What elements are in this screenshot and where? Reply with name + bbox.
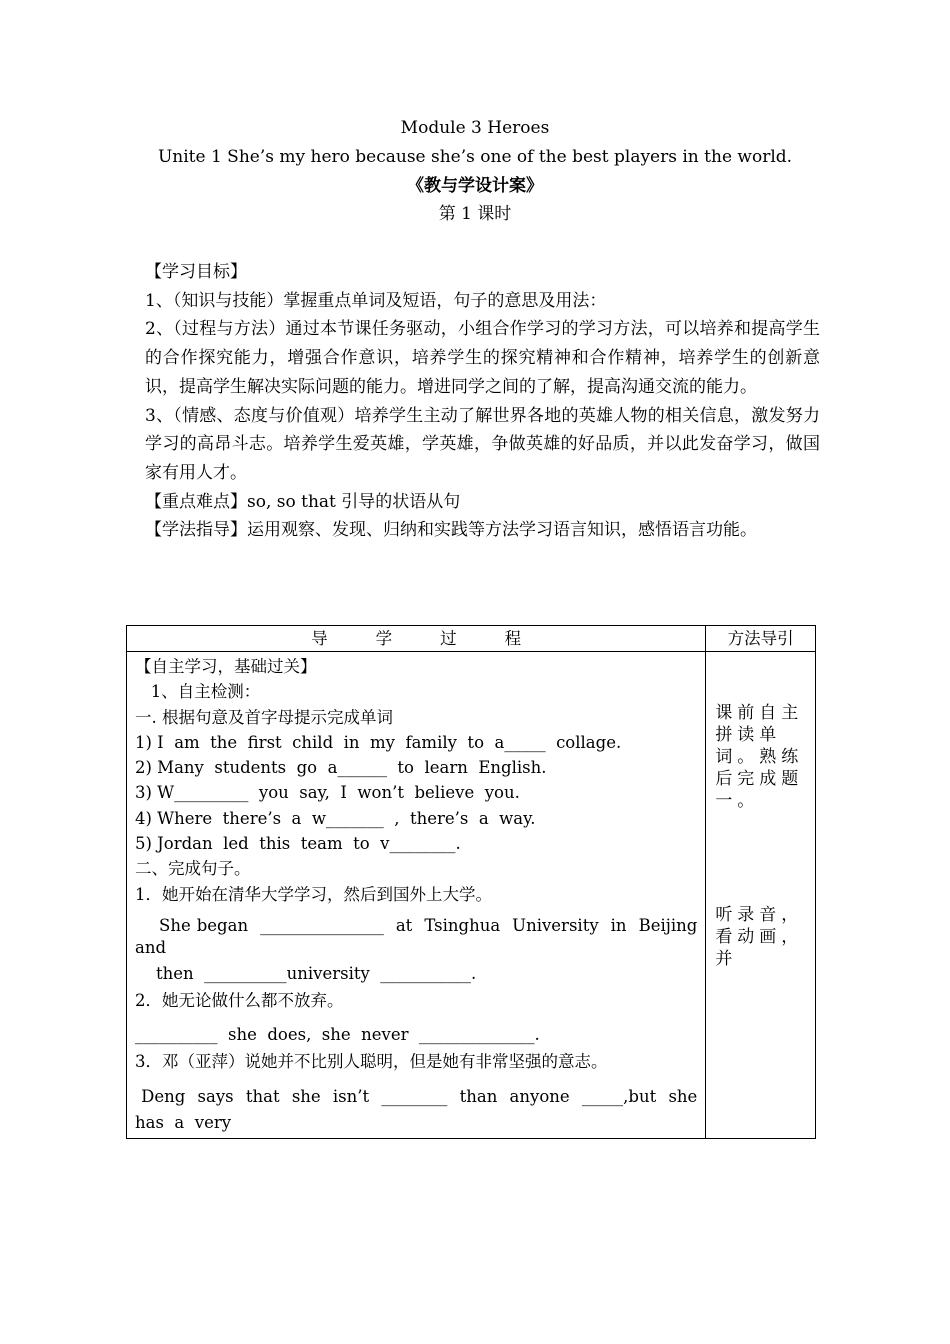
self-check-label: 1、自主检测： (135, 682, 261, 702)
objective-item: 1、（知识与技能）掌握重点单词及短语，句子的意思及用法： (145, 290, 607, 311)
objective-item: 2、（过程与方法）通过本节课任务驱动，小组合作学习的学习方法，可以培养和提高学生的合作探究能力，增强合作意识，培养学生的探究精神和合作精神，培养学生的创新意识，提高学生解决实际问题的能力。增进同学之间的了解，提高沟通交流的能力。 (145, 319, 820, 397)
section-title: 【自主学习，基础过关】 (135, 657, 317, 676)
question-5: 5) Jordan led this team to v________. (135, 834, 461, 854)
method-header: 方法导引 (706, 626, 816, 652)
question-1: 1) I am the first child in my family to a_____ collage. (135, 732, 622, 752)
module-title: Module 3 Heroes (400, 118, 550, 138)
objectives-heading: 【学习目标】 (145, 262, 247, 282)
process-header (127, 626, 706, 652)
table-body-row (127, 652, 816, 1139)
guide-table (126, 625, 816, 1139)
question-3: 3) W_________ you say, I won’t believe you. (135, 783, 520, 803)
objectives-section (145, 258, 820, 545)
table-header-row (127, 626, 816, 652)
header-char: 过 (440, 629, 457, 648)
method-note-1: 课前自主拼读单词。熟练后完成题一。 (715, 703, 804, 811)
question-2: 2) Many students go a______ to learn English. (135, 758, 547, 778)
objective-item: 3、（情感、态度与价值观）培养学生主动了解世界各地的英雄人物的相关信息，激发努力学习的高昂斗志。培养学生爱英雄，学英雄，争做英雄的好品质，并以此发奋学习，做国家有用人才。 (145, 405, 820, 483)
question-4: 4) Where there’s a w_______ , there’s a way. (135, 808, 536, 828)
sentence-1-english: She began _______________ at Tsinghua University in Beijing and (135, 915, 708, 957)
lesson-label: 第 1 课时 (438, 204, 512, 224)
sentence-2-english: __________ she does, she never ______________. (135, 1024, 540, 1044)
sentence-2-chinese: 2．她无论做什么都不放弃。 (135, 991, 344, 1011)
part1-title: 一. 根据句意及首字母提示完成单词 (135, 707, 393, 727)
method-guide: 【学法指导】运用观察、发现、归纳和实践等方法学习语言知识，感悟语言功能。 (145, 520, 757, 541)
plan-title: 《教与学设计案》 (407, 176, 543, 196)
unit-title: Unite 1 She’s my hero because she’s one of the best players in the world. (157, 147, 793, 167)
header-char: 程 (504, 629, 522, 648)
sentence-1-english-cont: then __________university ___________. (135, 963, 477, 983)
part2-title: 二、完成句子。 (135, 859, 251, 879)
sentence-3-chinese: 3．邓（亚萍）说她并不比别人聪明，但是她有非常坚强的意志。 (135, 1051, 608, 1071)
method-note-2: 听录音，看动画，并 (715, 905, 804, 969)
header-char: 学 (375, 629, 393, 648)
sentence-1-chinese: 1．她开始在清华大学学习，然后到国外上大学。 (135, 884, 492, 904)
sentence-3-english: Deng says that she isn’t ________ than anyone _____,but she has a very (135, 1087, 708, 1133)
exercise-cell (127, 652, 706, 1139)
method-notes-cell (706, 652, 816, 1139)
header-char: 导 (311, 629, 328, 648)
key-points: 【重点难点】so, so that 引导的状语从句 (145, 491, 461, 512)
